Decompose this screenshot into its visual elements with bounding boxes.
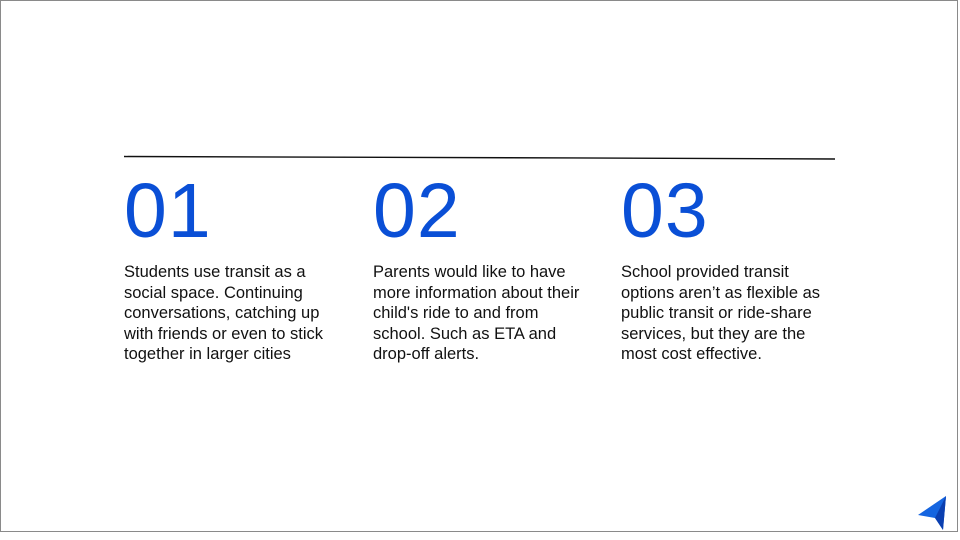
point-number: 02 [373,168,461,254]
point-text: Parents would like to have more information about their child's ride to and from school. Such as ETA and drop-off alerts. [373,263,580,363]
point-number: 03 [621,168,709,254]
point-column-3 [621,168,841,365]
point-text: School provided transit options aren’t as flexible as public transit or ride-share services, but they are the most cost effective. [621,263,821,363]
point-number: 01 [124,168,212,254]
point-column-1 [124,168,344,365]
point-column-2 [373,168,593,365]
point-text: Students use transit as a social space. Continuing conversations, catching up with friends or even to stick together in larger cities [124,263,323,363]
arrow-logo-icon [915,495,947,531]
